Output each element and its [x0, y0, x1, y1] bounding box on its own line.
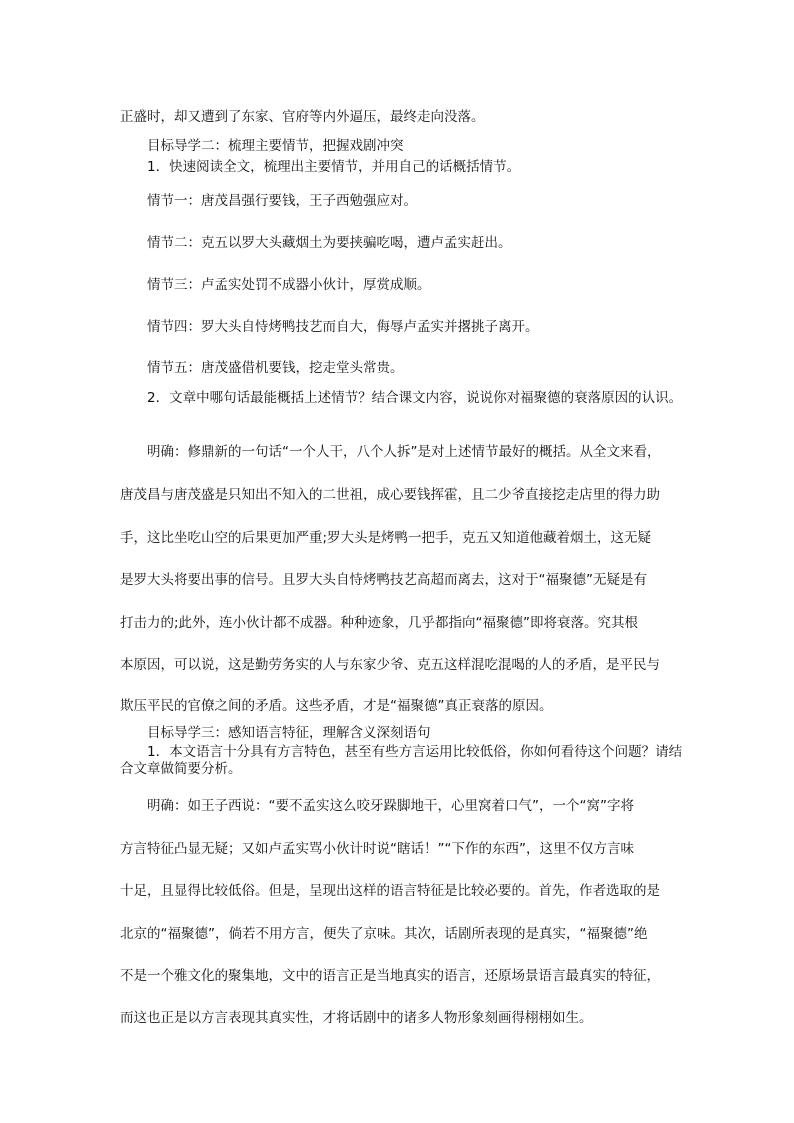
- answer-line: 明确：如王子西说：“要不孟实这么咬牙跺脚地干，心里窝着口气”，一个“窝”字将: [147, 798, 634, 814]
- answer-line: 是罗大头将要出事的信号。且罗大头自恃烤鸭技艺高超而离去，这对于“福聚德”无疑是有: [120, 572, 647, 588]
- answer-line: 打击力的;此外，连小伙计都不成器。种种迹象，几乎都指向“福聚德”即将衰落。究其根: [120, 615, 639, 631]
- plot-item: 情节一：唐茂昌强行要钱，王子西勉强应对。: [147, 193, 417, 209]
- goal3-heading: 目标导学三：感知语言特征，理解含义深刻语句: [147, 725, 431, 741]
- answer-line: 本原因，可以说，这是勤劳务实的人与东家少爷、克五这样混吃混喝的人的矛盾，是平民与: [120, 657, 660, 673]
- answer-line: 方言特征凸显无疑；又如卢孟实骂小伙计时说“瞎话！”“下作的东西”，这里不仅方言味: [120, 841, 634, 857]
- answer-line: 不是一个雅文化的聚集地，文中的语言正是当地真实的语言，还原场景语言最真实的特征，: [120, 968, 660, 984]
- plot-item: 情节四：罗大头自恃烤鸭技艺而自大，侮辱卢孟实并撂挑子离开。: [147, 319, 539, 335]
- answer-line: 欺压平民的官僚之间的矛盾。这些矛盾，才是“福聚德”真正衰落的原因。: [120, 698, 553, 714]
- answer-line: 北京的“福聚德”，倘若不用方言，便失了京味。其次，话剧所表现的是真实，“福聚德”绝: [120, 926, 648, 942]
- goal3-question-1: 1．本文语言十分具有方言特色，甚至有些方言运用比较低俗，你如何看待这个问题？请结合文章做简要分析。: [120, 744, 683, 777]
- answer-line: 十足，且显得比较低俗。但是，呈现出这样的语言特征是比较必要的。首先，作者选取的是: [120, 883, 660, 899]
- intro-line: 正盛时，却又遭到了东家、官府等内外逼压，最终走向没落。: [120, 109, 485, 125]
- plot-item: 情节三：卢孟实处罚不成器小伙计，厚赏成顺。: [147, 277, 431, 293]
- plot-item: 情节五：唐茂盛借机要钱，挖走堂头常贵。: [147, 360, 404, 376]
- goal2-heading: 目标导学二：梳理主要情节，把握戏剧冲突: [147, 138, 404, 154]
- answer-line: 手，这比坐吃山空的后果更加严重;罗大头是烤鸭一把手，克五又知道他藏着烟土，这无疑: [120, 530, 652, 546]
- goal2-question-2: 2．文章中哪句话最能概括上述情节？结合课文内容，说说你对福聚德的衰落原因的认识。: [147, 390, 683, 406]
- goal2-question-1: 1．快速阅读全文，梳理出主要情节，并用自己的话概括情节。: [147, 159, 521, 175]
- answer-line: 明确：修鼎新的一句话“一个人干，八个人拆”是对上述情节最好的概括。从全文来看，: [147, 444, 661, 460]
- answer-line: 唐茂昌与唐茂盛是只知出不知入的二世祖，成心要钱挥霍，且二少爷直接挖走店里的得力助: [120, 487, 660, 503]
- plot-item: 情节二：克五以罗大头藏烟土为要挟骗吃喝，遭卢孟实赶出。: [147, 235, 512, 251]
- answer-line: 而这也正是以方言表现其真实性，才将话剧中的诸多人物形象刻画得栩栩如生。: [120, 1010, 593, 1026]
